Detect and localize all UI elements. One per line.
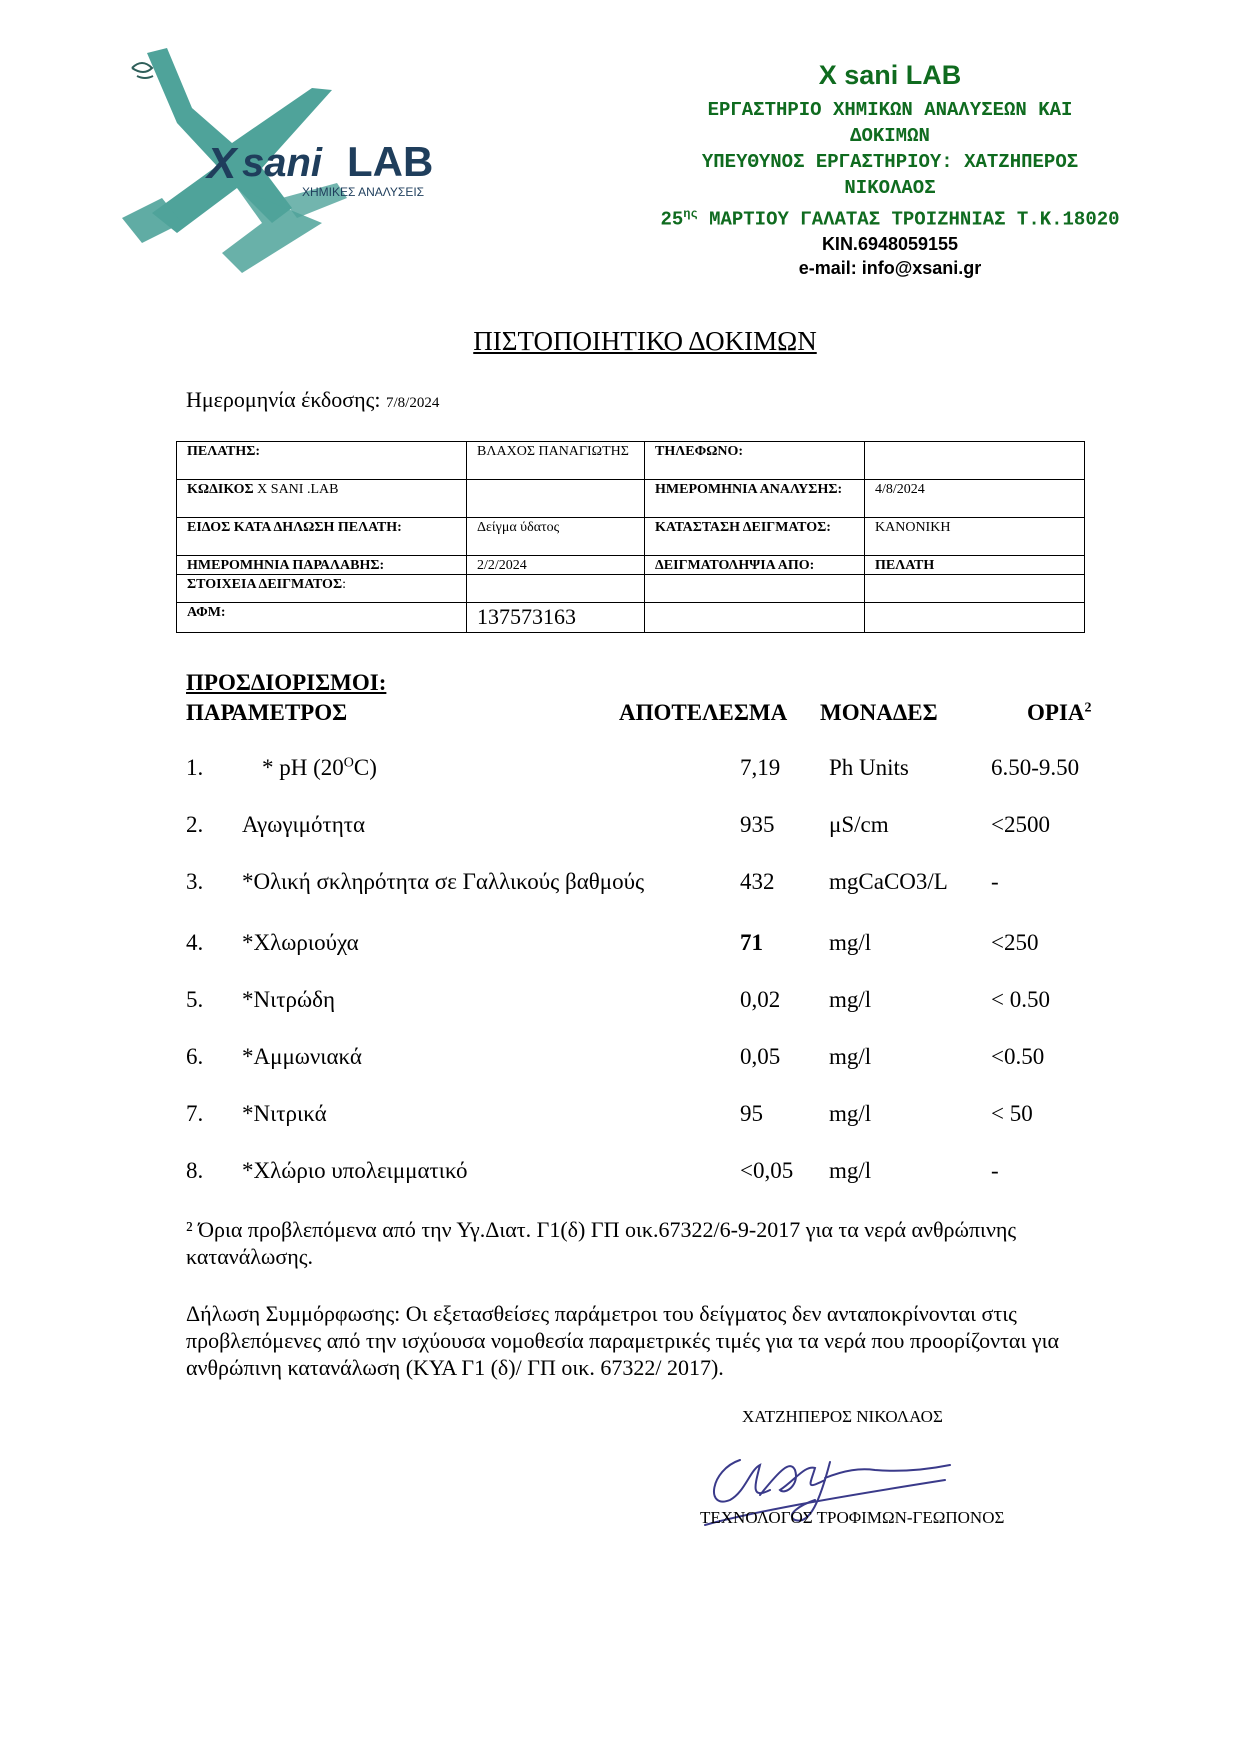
sample-details-value bbox=[467, 575, 645, 603]
afm-label: ΑΦΜ: bbox=[177, 603, 467, 633]
type-label: ΕΙΔΟΣ ΚΑΤΑ ΔΗΛΩΣΗ ΠΕΛΑΤΗ: bbox=[177, 518, 467, 556]
result-row: 6. *Αμμωνιακά 0,05 mg/l <0.50 bbox=[186, 1044, 1045, 1069]
analysis-date-value: 4/8/2024 bbox=[865, 480, 1085, 518]
lab-logo bbox=[122, 48, 502, 278]
customer-value: ΒΛΑΧΟΣ ΠΑΝΑΓΙΩΤΗΣ bbox=[467, 442, 645, 480]
state-label: ΚΑΤΑΣΤΑΣΗ ΔΕΙΓΜΑΤΟΣ: bbox=[645, 518, 865, 556]
logo-sani: sani bbox=[242, 141, 323, 185]
logo-lab: LAB bbox=[347, 138, 434, 185]
col-result: ΑΠΟΤΕΛΕΣΜΑ bbox=[619, 700, 788, 725]
issue-date bbox=[186, 387, 439, 413]
lab-header bbox=[630, 60, 1150, 280]
result-row: 4. *Χλωριούχα 71 mg/l <250 bbox=[186, 930, 1039, 955]
lab-phone: ΚΙΝ.6948059155 bbox=[821, 234, 959, 255]
issue-date-value: 7/8/2024 bbox=[386, 395, 440, 411]
document-title: ΠΙΣΤΟΠΟΙΗΤΙΚΟ ΔΟΚΙΜΩΝ bbox=[473, 326, 817, 356]
code-label: ΚΩΔΙΚΟΣ X SANI .LAB bbox=[177, 480, 467, 518]
compliance-statement: Δήλωση Συμμόρφωσης: Οι εξετασθείσες παράμετροι του δείγματος δεν ανταποκρίνονται στις προβλεπόμενες από την ισχύουσα νομοθεσία παραμετρικές τιμές για τα νερά που προορίζονται για ανθρώπινη κατανάλωση (ΚΥΑ Γ1 (δ)/ ΓΠ οικ. 67322/ 2017). bbox=[186, 1301, 1060, 1380]
receipt-date-value: 2/2/2024 bbox=[467, 556, 645, 575]
sampling-label: ΔΕΙΓΜΑΤΟΛΗΨΙΑ ΑΠΟ: bbox=[645, 556, 865, 575]
result-row: 3. *Ολική σκληρότητα σε Γαλλικούς βαθμούς 432 mgCaCO3/L - bbox=[186, 869, 999, 894]
signer-name: ΧΑΤΖΗΠΕΡΟΣ ΝΙΚΟΛΑΟΣ bbox=[742, 1407, 943, 1426]
limits-footnote: ² Όρια προβλεπόμενα από την Υγ.Διατ. Γ1(δ) ΓΠ οικ.67322/6-9-2017 για τα νερά ανθρώπινης κατανάλωσης. bbox=[186, 1217, 1017, 1269]
sampling-value: ΠΕΛΑΤΗ bbox=[865, 556, 1085, 575]
signer-role: ΤΕΧΝΟΛΟΓΟΣ ΤΡΟΦΙΜΩΝ-ΓΕΩΠΟΝΟΣ bbox=[700, 1508, 1005, 1527]
logo-subtitle: ΧΗΜΙΚΕΣ ΑΝΑΛΥΣΕΙΣ bbox=[302, 185, 425, 199]
receipt-date-label: ΗΜΕΡΟΜΗΝΙΑ ΠΑΡΑΛΑΒΗΣ: bbox=[177, 556, 467, 575]
issue-date-label: Ημερομηνία έκδοσης: bbox=[186, 387, 381, 412]
code-value bbox=[467, 480, 645, 518]
col-units: ΜΟΝΑΔΕΣ bbox=[820, 700, 938, 725]
empty-cell bbox=[645, 603, 865, 633]
col-limits: ΟΡΙΑ$^2$ bbox=[1027, 700, 1092, 725]
determinations-heading: ΠΡΟΣΔΙΟΡΙΣΜΟΙ: bbox=[186, 670, 387, 695]
lab-name: X sani LAB bbox=[818, 60, 962, 90]
state-value: ΚΑΝΟΝΙΚΗ bbox=[865, 518, 1085, 556]
lab-line-4: ΝΙΚΟΛΑΟΣ bbox=[844, 177, 936, 199]
empty-cell bbox=[865, 575, 1085, 603]
result-row: 8. *Χλώριο υπολειμματικό <0,05 mg/l - bbox=[186, 1158, 999, 1183]
phone-label: ΤΗΛΕΦΩΝΟ: bbox=[645, 442, 865, 480]
logo-x: X bbox=[207, 139, 237, 188]
empty-cell bbox=[645, 575, 865, 603]
col-parameter: ΠΑΡΑΜΕΤΡΟΣ bbox=[186, 700, 348, 725]
lab-line-3: ΥΠΕΥΘΥΝΟΣ ΕΡΓΑΣΤΗΡΙΟΥ: ΧΑΤΖΗΠΕΡΟΣ bbox=[701, 151, 1079, 173]
analysis-date-label: ΗΜΕΡΟΜΗΝΙΑ ΑΝΑΛΥΣΗΣ: bbox=[645, 480, 865, 518]
lab-line-1: ΕΡΓΑΣΤΗΡΙΟ ΧΗΜΙΚΩΝ ΑΝΑΛΥΣΕΩΝ ΚΑΙ bbox=[707, 99, 1073, 121]
phone-value bbox=[865, 442, 1085, 480]
lab-line-2: ΔΟΚΙΜΩΝ bbox=[850, 125, 930, 147]
sample-info-table bbox=[176, 441, 1085, 633]
result-row: 7. *Νιτρικά 95 mg/l < 50 bbox=[186, 1101, 1033, 1126]
result-row: 1. * pH $(20^OC)$ 7,19 Ph Units 6.50-9.50 bbox=[186, 755, 1080, 780]
lab-email: e-mail: info@xsani.gr bbox=[798, 258, 982, 279]
result-row: 5. *Νιτρώδη 0,02 mg/l < 0.50 bbox=[186, 987, 1050, 1012]
customer-label: ΠΕΛΑΤΗΣ: bbox=[177, 442, 467, 480]
lab-address: $25^{\eta\varsigma}$ ΜΑΡΤΙΟΥ ΓΑΛΑΤΑΣ ΤΡΟΙΖΗΝΙΑΣ Τ.Κ.18020 bbox=[660, 207, 1120, 231]
type-value: Δείγμα ύδατος bbox=[467, 518, 645, 556]
sample-details-label: ΣΤΟΙΧΕΙΑ ΔΕΙΓΜΑΤΟΣ: bbox=[177, 575, 467, 603]
empty-cell bbox=[865, 603, 1085, 633]
afm-value: 137573163 bbox=[467, 603, 645, 633]
result-row: 2. Αγωγιμότητα 935 μS/cm <2500 bbox=[186, 812, 1050, 837]
